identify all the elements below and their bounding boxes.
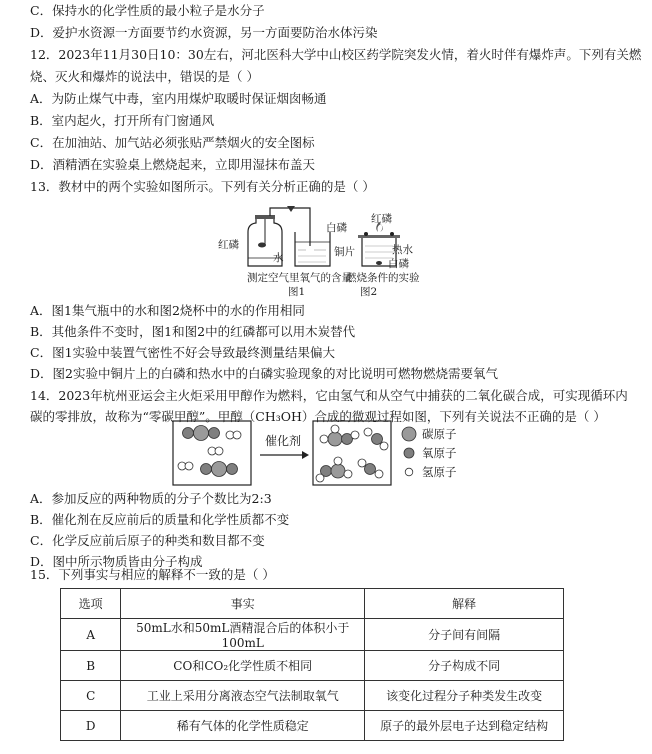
q15-facts-table <box>60 588 564 741</box>
fig2-label-copper: 铜片 <box>334 246 355 258</box>
co2-oxygen-atom <box>209 428 220 439</box>
table-row <box>61 681 564 711</box>
fig2-caption: 燃烧条件的实验 <box>346 272 420 284</box>
co2-carbon-atom <box>212 462 227 477</box>
q15-stem: 15．下列事实与相应的解释不一致的是（ ） <box>30 567 275 582</box>
row-option: D <box>61 711 121 741</box>
q14-option-d: D．图中所示物质皆由分子构成 <box>30 554 203 569</box>
q11-option-c: C．保持水的化学性质的最小粒子是水分子 <box>30 3 265 18</box>
row-fact: 50mL水和50mL酒精混合后的体积小于100mL <box>121 619 365 651</box>
catalyst-label: 催化剂 <box>265 434 302 448</box>
legend-oxygen-label: 氧原子 <box>422 446 457 460</box>
table-row <box>61 651 564 681</box>
legend-hydrogen-label: 氢原子 <box>422 465 457 479</box>
q13-stem: 13．教材中的两个实验如图所示。下列有关分析正确的是（ ） <box>30 179 375 194</box>
q13-option-b: B．其他条件不变时，图1和图2中的红磷都可以用木炭替代 <box>30 324 356 339</box>
q14-reaction-diagram <box>172 419 392 487</box>
fig1-caption: 测定空气里氧气的含量 <box>247 272 352 284</box>
row-explanation: 该变化过程分子种类发生改变 <box>365 681 564 711</box>
q12-option-d: D．酒精洒在实验桌上燃烧起来，立即用湿抹布盖天 <box>30 157 316 172</box>
header-explanation: 解释 <box>365 589 564 619</box>
legend-carbon-atom-icon <box>401 426 417 442</box>
q12-option-a: A．为防止煤气中毒，室内用煤炉取暖时保证烟囱畅通 <box>30 91 327 106</box>
header-option: 选项 <box>61 589 121 619</box>
legend-hydrogen-atom-icon <box>404 467 414 477</box>
q12-option-c: C．在加油站、加气站必须张贴严禁烟火的安全图标 <box>30 135 315 150</box>
row-explanation: 分子构成不同 <box>365 651 564 681</box>
q13-option-d: D．图2实验中铜片上的白磷和热水中的白磷实验现象的对比说明可燃物燃烧需要氧气 <box>30 366 498 381</box>
fig1-name: 图1 <box>288 286 306 298</box>
q14-option-a: A．参加反应的两种物质的分子个数比为2:3 <box>30 491 272 506</box>
table-row <box>61 619 564 651</box>
q12-stem-line1: 12．2023年11月30日10：30左右，河北医科大学中山校区药学院突发火情，着火时伴有爆炸声。下列有关燃 <box>30 47 642 62</box>
fig2-label-white-phosphorus-bottom: 白磷 <box>388 258 409 270</box>
row-explanation: 原子的最外层电子达到稳定结构 <box>365 711 564 741</box>
fig1-label-red-phosphorus: 红磷 <box>218 239 239 251</box>
fig1-label-water: 水 <box>273 252 284 264</box>
h2-hydrogen-atom <box>215 447 223 455</box>
q14-option-b: B．催化剂在反应前后的质量和化学性质都不变 <box>30 512 290 527</box>
co2-oxygen-atom <box>227 464 238 475</box>
row-fact: 稀有气体的化学性质稳定 <box>121 711 365 741</box>
row-explanation: 分子间有间隔 <box>365 619 564 651</box>
fig2-label-white-phosphorus-top: 白磷 <box>326 222 347 234</box>
table-row <box>61 711 564 741</box>
q14-stem-line2: 碳的零排放，故称为“零碳甲醇”。甲醇（CH₃OH）合成的微观过程如图，下列有关说法不正确的是（ ） <box>30 409 606 424</box>
co2-oxygen-atom <box>183 428 194 439</box>
fig2-name: 图2 <box>360 286 378 298</box>
q12-option-b: B．室内起火，打开所有门窗通风 <box>30 113 215 128</box>
q13-option-c: C．图1实验中装置气密性不好会导致最终测量结果偏大 <box>30 345 336 360</box>
fig2-label-red-phosphorus: 红磷 <box>371 213 392 225</box>
row-fact: 工业上采用分离液态空气法制取氧气 <box>121 681 365 711</box>
row-option: A <box>61 619 121 651</box>
legend-oxygen-atom-icon <box>403 447 415 459</box>
row-option: B <box>61 651 121 681</box>
legend-carbon-label: 碳原子 <box>422 427 457 441</box>
co2-oxygen-atom <box>201 464 212 475</box>
fig2-label-hot-water: 热水 <box>392 244 413 256</box>
row-option: C <box>61 681 121 711</box>
table-header-row <box>61 589 564 619</box>
h2-hydrogen-atom <box>233 431 241 439</box>
header-fact: 事实 <box>121 589 365 619</box>
q12-stem-line2: 烧、灭火和爆炸的说法中，错误的是（ ） <box>30 69 259 84</box>
q14-option-c: C．化学反应前后原子的种类和数目都不变 <box>30 533 265 548</box>
row-fact: CO和CO₂化学性质不相同 <box>121 651 365 681</box>
q14-stem-line1: 14．2023年杭州亚运会主火炬采用甲醇作为燃料，它由氢气和从空气中捕获的二氧化碳合成，可实现循环内 <box>30 388 628 403</box>
h2-hydrogen-atom <box>185 462 193 470</box>
q13-option-a: A．图1集气瓶中的水和图2烧杯中的水的作用相同 <box>30 303 305 318</box>
co2-carbon-atom <box>194 426 209 441</box>
q11-option-d: D．爱护水资源一方面要节约水资源，另一方面要防治水体污染 <box>30 25 378 40</box>
